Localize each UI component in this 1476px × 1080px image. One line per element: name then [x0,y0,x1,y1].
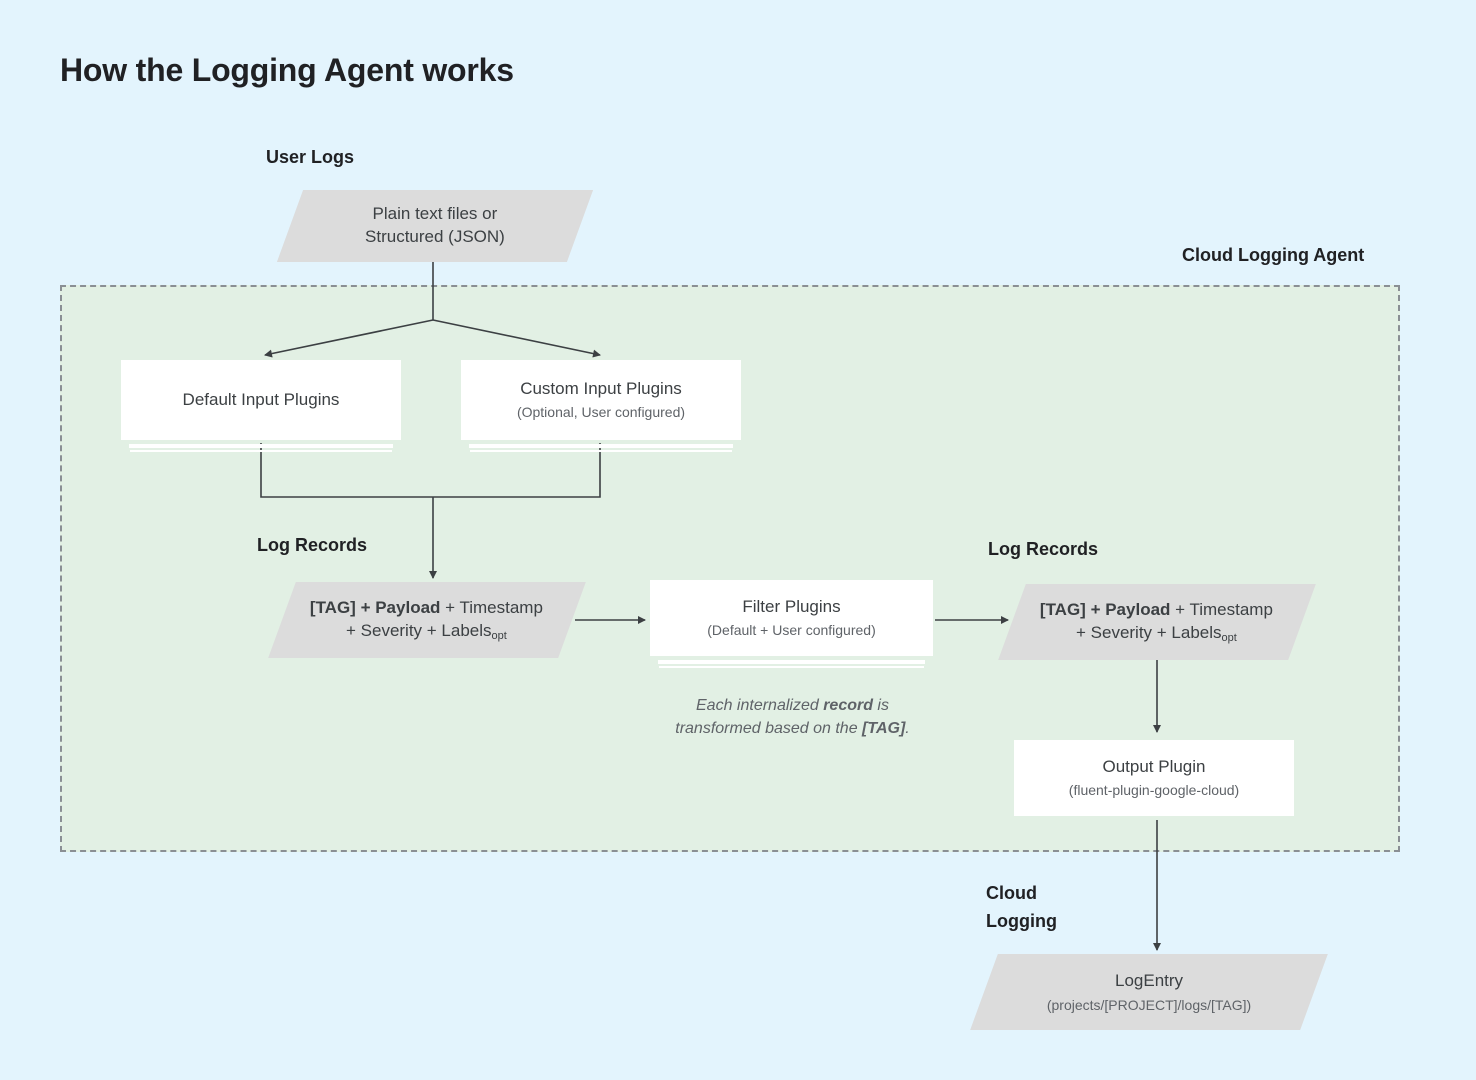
label-user-logs: User Logs [266,147,355,167]
transform-note-1c: is [872,697,889,714]
annotation-transform-note [620,694,965,740]
output-plugin-title: Output Plugin [1102,757,1206,777]
label-cloud-logging [986,880,1057,936]
record-right-opt: opt [1222,631,1238,644]
node-output-plugin [1014,740,1294,816]
filter-plugins-subtitle: (Default + User configured) [707,622,876,639]
node-log-entry [970,954,1328,1030]
record-left-severity-labels: + Severity + Labels [346,620,493,640]
node-filter-plugins [650,580,933,656]
custom-input-plugins-subtitle: (Optional, User configured) [516,404,686,421]
record-right-tag-payload: [TAG] + Payload [1040,599,1171,619]
transform-note-1a: Each internalized [696,697,824,714]
user-logs-source-line2: Structured (JSON) [365,227,505,246]
log-entry-subtitle: (projects/[PROJECT]/logs/[TAG]) [1046,996,1252,1013]
transform-note-2b: [TAG] [862,720,906,738]
record-left-opt: opt [492,629,508,642]
node-user-logs-source [277,190,593,262]
node-custom-input-plugins [461,360,741,440]
record-right-severity-labels: + Severity + Labels [1076,622,1223,642]
custom-input-plugins-title: Custom Input Plugins [520,379,682,399]
label-cloud-logging-agent: Cloud Logging Agent [1182,245,1365,265]
label-log-records-right: Log Records [988,539,1099,559]
transform-note-2a: transformed based on the [675,720,863,738]
log-entry-title: LogEntry [1114,970,1184,990]
node-default-input-plugins [121,360,401,440]
cloud-logging-line2: Logging [986,910,1057,931]
transform-note-2c: . [905,720,910,738]
node-record-right [998,584,1316,660]
label-log-records-left: Log Records [257,535,368,555]
node-record-left [268,582,586,658]
cloud-logging-line1: Cloud [986,883,1037,903]
filter-plugins-title: Filter Plugins [742,597,841,617]
record-left-timestamp: + Timestamp [441,597,544,617]
page-title: How the Logging Agent works [60,52,514,88]
output-plugin-subtitle: (fluent-plugin-google-cloud) [1068,782,1240,799]
record-left-tag-payload: [TAG] + Payload [310,597,441,617]
user-logs-source-line1: Plain text files or [372,204,498,224]
transform-note-1b: record [823,697,873,714]
default-input-plugins-title: Default Input Plugins [182,389,340,409]
record-right-timestamp: + Timestamp [1171,599,1274,619]
